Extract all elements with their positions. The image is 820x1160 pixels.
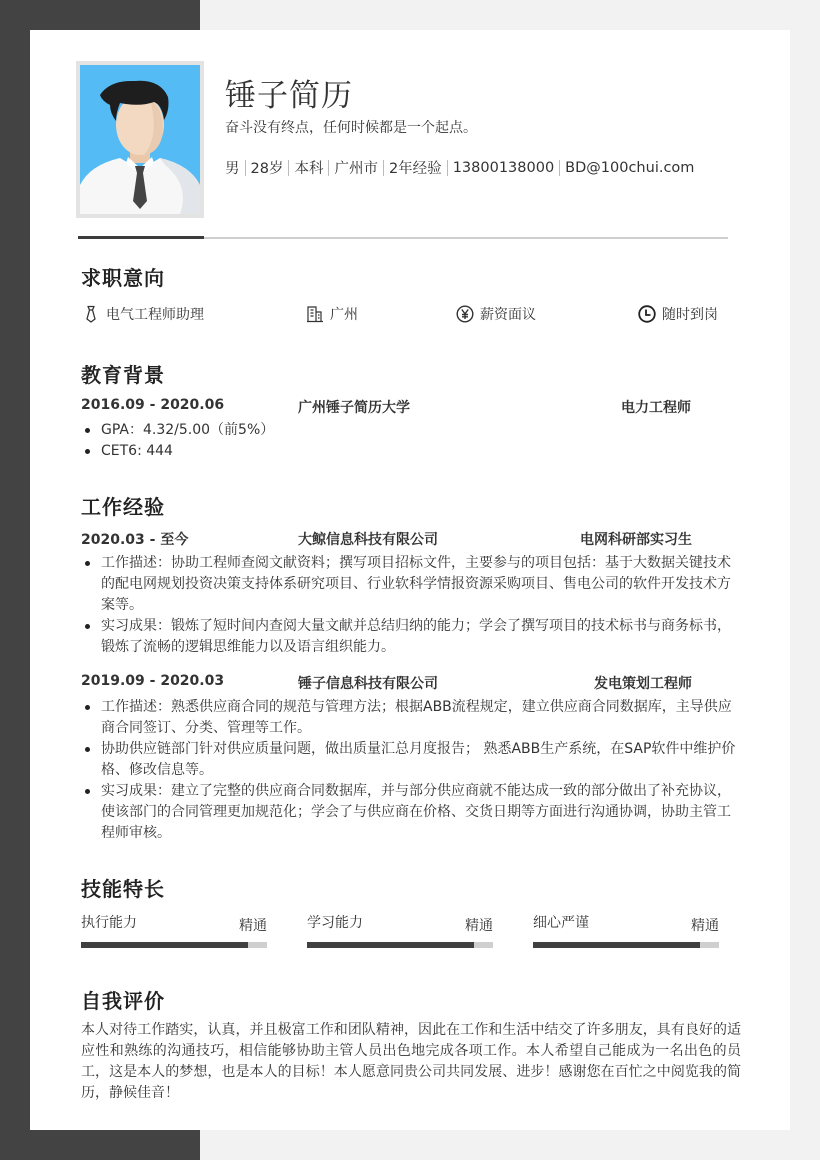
avatar	[76, 61, 204, 218]
education-period: 2016.09 - 2020.06	[81, 397, 225, 413]
skill-bar	[533, 942, 719, 948]
skill-level: 精通	[465, 918, 493, 934]
skill-item	[307, 912, 493, 952]
info-gender: 男	[225, 161, 240, 177]
motto: 奋斗没有终点，任何时候都是一个起点。	[225, 120, 477, 136]
list-item: CET6: 444	[81, 441, 736, 462]
education-school: 广州锤子简历大学	[298, 400, 410, 416]
section-title-work: 工作经验	[81, 495, 165, 519]
intent-salary-text: 薪资面议	[480, 307, 536, 323]
intent-salary	[456, 304, 536, 324]
info-age: 28岁	[250, 161, 284, 177]
skill-item	[81, 912, 267, 952]
yen-icon	[456, 305, 474, 323]
info-city: 广州市	[334, 161, 378, 177]
personal-info	[225, 157, 694, 178]
header-divider	[78, 237, 728, 239]
education-header	[81, 397, 701, 417]
skill-bar	[81, 942, 267, 948]
separator	[288, 160, 289, 176]
work-header-2	[81, 673, 701, 693]
section-title-self-eval: 自我评价	[81, 989, 165, 1013]
work-period: 2020.03 - 至今	[81, 532, 189, 548]
resume-card	[30, 30, 790, 1130]
separator	[383, 160, 384, 176]
list-item: GPA：4.32/5.00（前5%）	[81, 420, 736, 441]
work-header-1	[81, 529, 701, 549]
skill-level: 精通	[691, 918, 719, 934]
work-company: 锤子信息科技有限公司	[298, 676, 438, 692]
work-period: 2019.09 - 2020.03	[81, 673, 225, 689]
info-email[interactable]: BD@100chui.com	[565, 159, 695, 176]
section-title-skills: 技能特长	[81, 877, 165, 901]
section-title-intent: 求职意向	[81, 266, 165, 290]
work-details-2	[81, 697, 736, 844]
intent-position	[82, 304, 204, 324]
building-icon	[306, 305, 324, 323]
tie-icon	[82, 305, 100, 323]
clock-icon	[638, 305, 656, 323]
skill-bar	[307, 942, 493, 948]
skill-name: 执行能力	[81, 915, 137, 931]
job-intent-row	[78, 304, 728, 326]
work-details-1	[81, 553, 736, 658]
separator	[245, 160, 246, 176]
work-title: 发电策划工程师	[594, 676, 692, 692]
education-major: 电力工程师	[621, 400, 691, 416]
skill-name: 细心严谨	[533, 915, 589, 931]
info-experience: 2年经验	[388, 161, 442, 177]
list-item: 实习成果：建立了完整的供应商合同数据库，并与部分供应商就不能达成一致的部分做出了补充协议，使该部门的合同管理更加规范化；学会了与供应商在价格、交货日期等方面进行沟通协调，协助主管工程师审核。	[81, 781, 736, 844]
separator	[328, 160, 329, 176]
skill-bar-fill	[307, 942, 474, 948]
separator	[559, 160, 560, 176]
skill-level: 精通	[239, 918, 267, 934]
work-title: 电网科研部实习生	[580, 532, 692, 548]
section-title-education: 教育背景	[81, 363, 165, 387]
skill-bar-fill	[81, 942, 248, 948]
resume-name: 锤子简历	[225, 78, 353, 114]
list-item: 工作描述：协助工程师查阅文献资料；撰写项目招标文件，主要参与的项目包括：基于大数据关键技术的配电网规划投资决策支持体系研究项目、行业软科学情报资源采购项目、售电公司的软件开发技术方案等。	[81, 553, 736, 616]
list-item: 实习成果：锻炼了短时间内查阅大量文献并总结归纳的能力；学会了撰写项目的技术标书与商务标书，锻炼了流畅的逻辑思维能力以及语言组织能力。	[81, 616, 736, 658]
self-evaluation-text: 本人对待工作踏实，认真，并且极富工作和团队精神，因此在工作和生活中结交了许多朋友，具有良好的适应性和熟练的沟通技巧，相信能够协助主管人员出色地完成各项工作。本人希望自己能成为一名出色的员工，这是本人的梦想，也是本人的目标！本人愿意同贵公司共同发展、进步！感谢您在百忙之中阅览我的简历，静候佳音！	[81, 1022, 741, 1101]
list-item: 工作描述：熟悉供应商合同的规范与管理方法；根据ABB流程规定，建立供应商合同数据库，主导供应商合同签订、分类、管理等工作。	[81, 697, 736, 739]
skill-name: 学习能力	[307, 915, 363, 931]
avatar-illustration-icon	[80, 65, 200, 214]
info-phone: 13800138000	[452, 159, 555, 176]
list-item: 协助供应链部门针对供应质量问题，做出质量汇总月度报告； 熟悉ABB生产系统，在SAP软件中维护价格、修改信息等。	[81, 739, 736, 781]
info-degree: 本科	[294, 161, 324, 177]
separator	[447, 160, 448, 176]
skill-item	[533, 912, 719, 952]
intent-city	[306, 304, 358, 324]
work-company: 大鲸信息科技有限公司	[298, 532, 438, 548]
intent-city-text: 广州	[330, 307, 358, 323]
intent-availability-text: 随时到岗	[662, 307, 718, 323]
education-details	[81, 420, 736, 462]
skill-bar-fill	[533, 942, 700, 948]
divider-accent	[78, 236, 204, 239]
intent-availability	[638, 304, 718, 324]
intent-position-text: 电气工程师助理	[106, 307, 204, 323]
